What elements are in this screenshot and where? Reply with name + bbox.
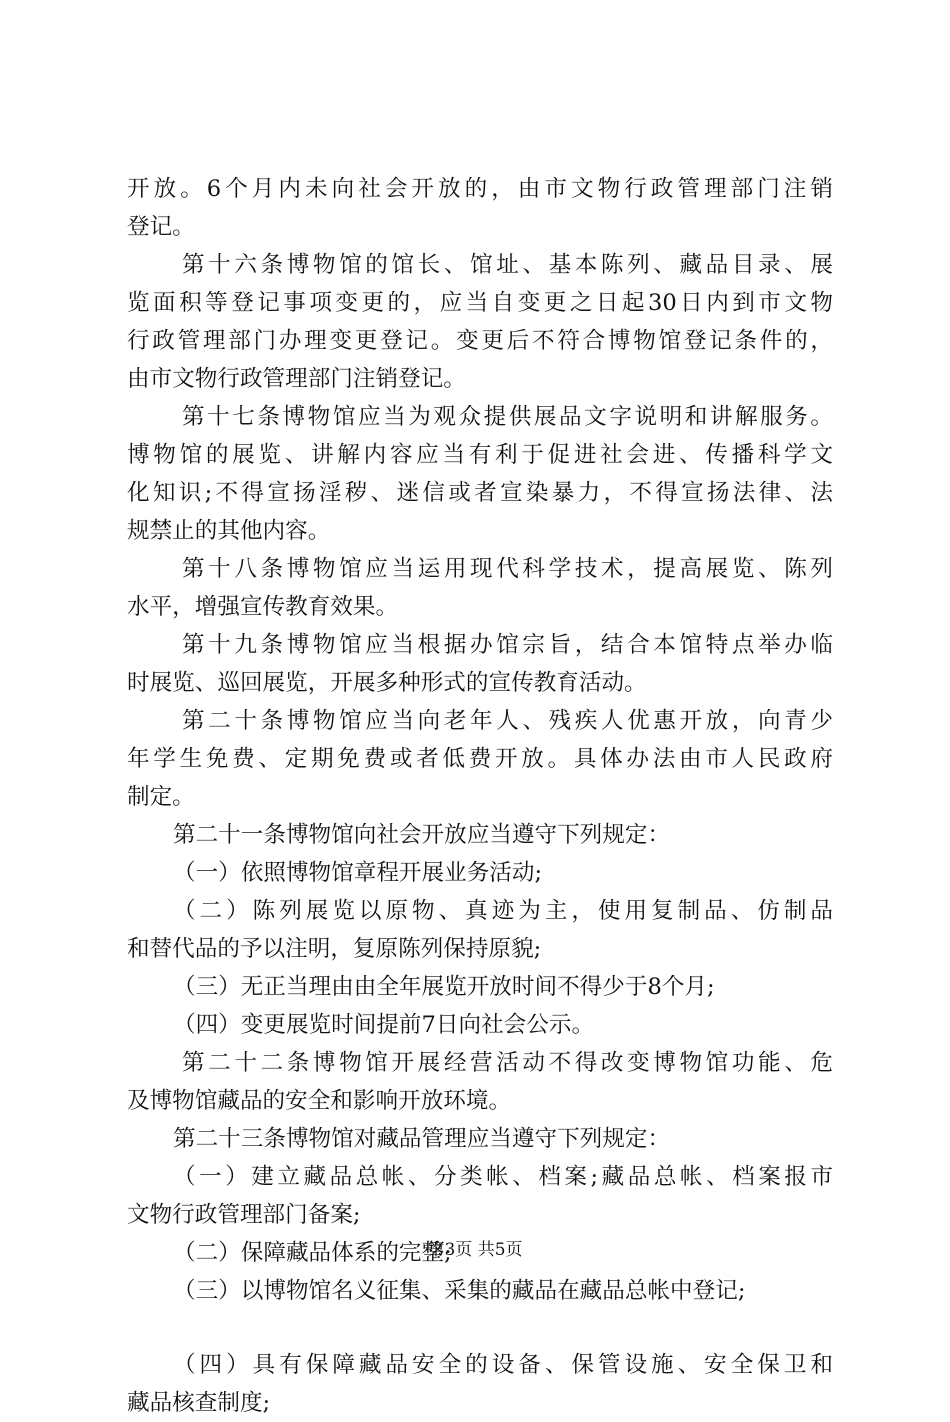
text-line: 第十八条博物馆应当运用现代科学技术，提高展览、陈列: [182, 556, 833, 582]
text-line: 登记。: [127, 214, 195, 240]
page-footer: 第3页 共5页: [427, 1240, 523, 1260]
text-line: （四）具有保障藏品安全的设备、保管设施、安全保卫和: [173, 1352, 833, 1378]
text-line: （四）变更展览时间提前7日向社会公示。: [173, 1012, 595, 1038]
text-line: 第十六条博物馆的馆长、馆址、基本陈列、藏品目录、展: [182, 252, 833, 278]
text-line: 规禁止的其他内容。: [127, 518, 331, 544]
text-line: （二）保障藏品体系的完整;: [173, 1240, 452, 1266]
text-line: （一）依照博物馆章程开展业务活动;: [173, 860, 543, 886]
paragraph-gap: [127, 1310, 833, 1346]
text-line: （二）陈列展览以原物、真迹为主，使用复制品、仿制品: [173, 898, 833, 924]
text-line: 及博物馆藏品的安全和影响开放环境。: [127, 1088, 512, 1114]
document-body: [127, 170, 833, 1422]
text-line: 开放。6个月内未向社会开放的，由市文物行政管理部门注销: [127, 176, 833, 202]
text-line: （三）以博物馆名义征集、采集的藏品在藏品总帐中登记;: [173, 1278, 746, 1304]
text-line: 第二十三条博物馆对藏品管理应当遵守下列规定：: [173, 1126, 671, 1152]
text-line: 化知识;不得宣扬淫秽、迷信或者宣染暴力，不得宣扬法律、法: [127, 480, 833, 506]
text-line: 文物行政管理部门备案;: [127, 1202, 361, 1228]
text-line: （三）无正当理由由全年展览开放时间不得少于8个月;: [173, 974, 715, 1000]
text-line: 由市文物行政管理部门注销登记。: [127, 366, 466, 392]
text-line: 藏品核查制度;: [127, 1390, 271, 1416]
text-line: 第二十一条博物馆向社会开放应当遵守下列规定：: [173, 822, 671, 848]
text-line: 行政管理部门办理变更登记。变更后不符合博物馆登记条件的，: [127, 328, 833, 354]
text-line: 博物馆的展览、讲解内容应当有利于促进社会进、传播科学文: [127, 442, 833, 468]
text-line: 水平，增强宣传教育效果。: [127, 594, 399, 620]
text-line: 第十七条博物馆应当为观众提供展品文字说明和讲解服务。: [182, 404, 833, 430]
text-line: 览面积等登记事项变更的，应当自变更之日起30日内到市文物: [127, 290, 833, 316]
text-line: 时展览、巡回展览，开展多种形式的宣传教育活动。: [127, 670, 647, 696]
text-line: 第十九条博物馆应当根据办馆宗旨，结合本馆特点举办临: [182, 632, 833, 658]
text-line: 年学生免费、定期免费或者低费开放。具体办法由市人民政府: [127, 746, 833, 772]
text-line: 第二十条博物馆应当向老年人、残疾人优惠开放，向青少: [182, 708, 833, 734]
text-line: 第二十二条博物馆开展经营活动不得改变博物馆功能、危: [182, 1050, 833, 1076]
text-line: 制定。: [127, 784, 195, 810]
text-line: （一）建立藏品总帐、分类帐、档案;藏品总帐、档案报市: [173, 1164, 833, 1190]
text-line: 和替代品的予以注明，复原陈列保持原貌;: [127, 936, 542, 962]
